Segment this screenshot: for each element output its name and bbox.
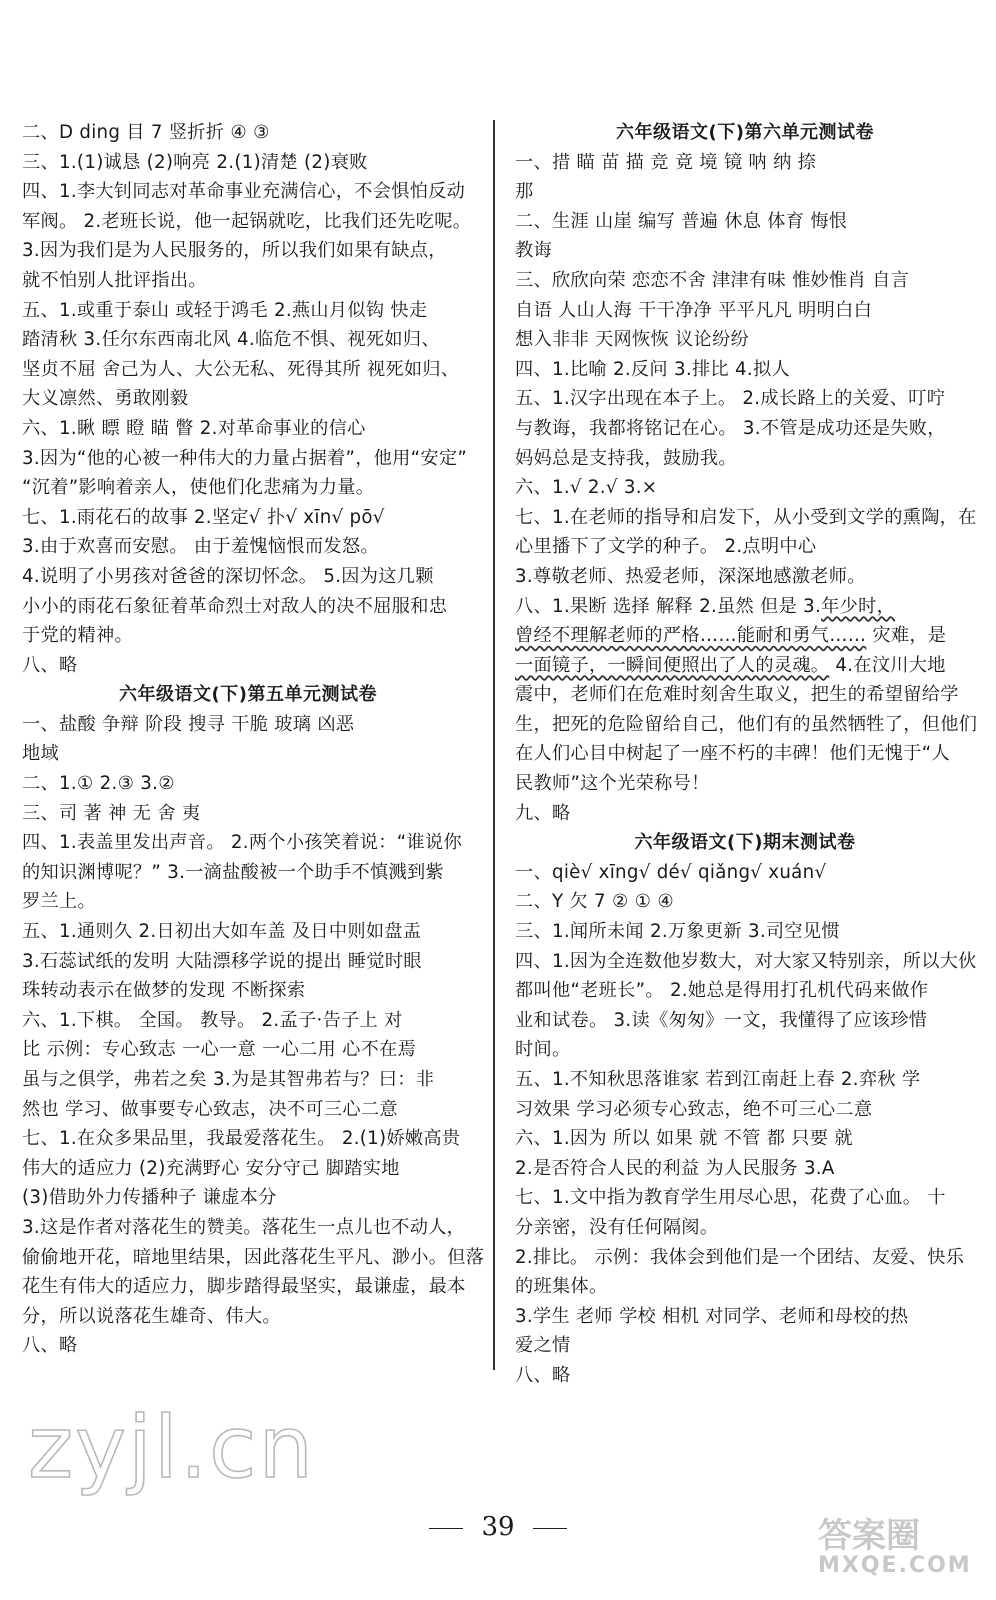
answer-line [515,207,975,237]
answer-text: 比 示例：专心致志 一心一意 一心二用 心不在焉 [22,1039,417,1061]
answer-text: 3.学生 老师 学校 相机 对同学、老师和母校的热 [515,1305,909,1327]
answer-line [22,1095,474,1125]
answer-text: 小小的雨花石象征着革命烈士对敌人的决不屈服和忠 [22,595,448,617]
answer-text: 坚贞不屈 舍己为人、大公无私、死得其所 视死如归、 [22,358,460,380]
answer-line [515,1302,975,1332]
section-title [515,118,975,148]
column-divider [493,120,495,1370]
answer-text: 六、1.√ 2.√ 3.× [515,477,658,499]
answer-text: 一、措 瞄 苗 描 竞 竟 境 镜 呐 纳 捺 [515,151,817,173]
answer-text: 3.石蕊试纸的发明 大陆漂移学说的提出 睡觉时眼 [22,950,422,972]
answer-text: 3.因为“他的心被一种伟大的力量占据着”，他用“安定” [22,447,468,469]
answer-text: (3)借助外力传播种子 谦虚本分 [22,1187,277,1209]
answer-line [22,828,474,858]
answer-text: 五、1.不知秋思落谁家 若到江南赶上春 2.弈秋 学 [515,1069,921,1090]
answer-text: 九、略 [515,802,571,824]
answer-text: 罗兰上。 [22,891,96,913]
answer-line [22,118,474,148]
answer-line [22,1124,474,1154]
answer-text: 心里播下了文学的种子。 2.点明中心 [515,536,817,558]
section-title [515,828,975,858]
answer-line [515,799,975,829]
answer-line [22,473,474,503]
answer-line [515,917,975,947]
answer-line [515,947,975,977]
answer-line [515,1006,975,1036]
answer-text: 2.是否符合人民的利益 为人民服务 3.A [515,1157,835,1179]
answer-line [515,1243,975,1273]
answer-text: 花生有伟大的适应力，脚步踏得最坚实，最谦虚，最本 [22,1276,466,1298]
answer-line [515,592,975,622]
answer-line [515,532,975,562]
answer-line [515,503,975,533]
answer-line [22,177,474,207]
answer-line [515,858,975,888]
answer-line [22,651,474,681]
answer-line [22,858,474,888]
answer-line [515,384,975,414]
answer-text: 一、盐酸 争辩 阶段 搜寻 干脆 玻璃 凶恶 [22,713,355,735]
answer-text: 妈妈总是支持我，鼓励我。 [515,447,737,469]
right-column [515,118,978,1391]
answer-line [22,710,474,740]
page-number [0,1512,996,1542]
answer-text: 都叫他“老班长”。 2.她总是得用打孔机代码来做作 [515,980,929,1002]
answer-text: 分亲密，没有任何隔阂。 [515,1216,719,1238]
answer-line [22,799,474,829]
answer-line [515,266,975,296]
answer-line [22,1035,474,1065]
answer-text: 3.这是作者对落花生的赞美。落花生一点儿也不动人， [22,1216,466,1238]
answer-text: 五、1.或重于泰山 或轻于鸿毛 2.燕山月似钩 快走 [22,299,428,321]
answer-text: 六、1.瞅 瞟 瞪 瞄 瞥 2.对革命事业的信心 [22,417,366,439]
answer-line [515,414,975,444]
answer-text: 五、1.通则久 2.日初出大如车盖 及日中则如盘盂 [22,921,422,943]
answer-text: 习效果 学习必须专心致志，绝不可三心二意 [515,1098,873,1120]
left-column [22,118,485,1361]
answer-text: 七、1.在众多果品里，我最爱落花生。 2.(1)娇嫩高贵 [22,1128,461,1150]
answer-line [22,296,474,326]
answer-text: 想入非非 天网恢恢 议论纷纷 [515,329,750,351]
answer-text: 踏清秋 3.任尔东西南北风 4.临危不惧、视死如归、 [22,329,440,351]
answer-line [515,621,975,651]
answer-text: 四、1.表盖里发出声音。 2.两个小孩笑着说：“谁说你 [22,832,462,854]
answer-line [22,1302,474,1332]
answer-line [22,148,474,178]
page-number-dash-right [533,1528,567,1529]
answer-line [22,207,474,237]
answer-text: 六年级语文(下)期末测试卷 [634,832,856,854]
answer-line [22,355,474,385]
answer-text: 六年级语文(下)第五单元测试卷 [119,684,377,706]
answer-text: 八、1.果断 选择 解释 2.虽然 但是 3. [515,595,822,617]
answer-line [22,1154,474,1184]
answer-line [22,1331,474,1361]
answer-text: 军阀。 2.老班长说，他一起锅就吃，比我们还先吃呢。 [22,210,472,232]
answer-line [22,1006,474,1036]
answer-text: 八、略 [515,1364,571,1386]
answer-line [515,976,975,1006]
answer-line [22,384,474,414]
answer-text: 七、1.雨花石的故事 2.坚定√ 扑√ xīn√ pō√ [22,506,385,528]
wavy-underlined-text: 曾经不理解老师的严格……能耐和勇气…… [515,625,867,647]
answer-line [515,739,975,769]
answer-text: 的班集体。 [515,1276,608,1298]
answer-text: 3.由于欢喜而安慰。 由于羞愧恼恨而发怒。 [22,536,379,558]
answer-text: 七、1.在老师的指导和启发下，从小受到文学的熏陶，在 [515,506,977,528]
answer-text-after: 4.在汶川大地 [829,654,946,676]
answer-text: 生，把死的危险留给自己，他们有的虽然牺牲了，但他们 [515,713,978,735]
answer-line [22,503,474,533]
answer-text-after: 灾难，是 [866,625,947,647]
answer-text: 自语 人山人海 干干净净 平平凡凡 明明白白 [515,299,873,321]
answer-text: 震中，老师们在危难时刻舍生取义，把生的希望留给学 [515,684,959,706]
answer-text: 八、略 [22,654,78,676]
answer-line [22,976,474,1006]
answer-text: 偷偷地开花，暗地里结果，因此落花生平凡、渺小。但落 [22,1246,485,1268]
answer-line [22,1213,474,1243]
answer-text: 三、1.闻所未闻 2.万象更新 3.司空见惯 [515,921,840,943]
answer-line [515,1095,975,1125]
answer-line [515,651,975,681]
answer-text: 伟大的适应力 (2)充满野心 安分守己 脚踏实地 [22,1157,400,1179]
answer-line [22,887,474,917]
answer-line [515,1035,975,1065]
answer-line [22,562,474,592]
answer-text: 三、司 著 神 无 舍 夷 [22,802,201,824]
answer-line [22,414,474,444]
answer-line [515,355,975,385]
answer-line [22,444,474,474]
answer-line [515,177,975,207]
answer-line [22,1243,485,1273]
answer-line [515,1124,975,1154]
answer-text: 2.排比。 示例：我体会到他们是一个团结、友爱、快乐 [515,1246,965,1268]
answer-line [22,266,474,296]
answer-text: 三、1.(1)诚恳 (2)响亮 2.(1)清楚 (2)衰败 [22,151,368,173]
answer-text: 六年级语文(下)第六单元测试卷 [616,122,874,143]
answer-line [515,1213,975,1243]
answer-text: 二、D ding 目 7 竖折折 ④ ③ [22,122,270,143]
answer-text: 于党的精神。 [22,625,133,647]
answer-line [515,769,975,799]
watermark-mxqe-top: 答案圈 [818,1516,920,1556]
answer-text: 珠转动表示在做梦的发现 不断探索 [22,980,306,1002]
answer-line [22,532,474,562]
answer-line [515,887,975,917]
wavy-underlined-text: 年少时， [821,595,896,617]
answer-line [22,1183,474,1213]
answer-text: 四、1.李大钊同志对革命事业充满信心，不会惧怕反动 [22,181,466,203]
answer-line [515,680,975,710]
answer-text: 的知识渊博呢？” 3.一滴盐酸被一个助手不慎溅到紫 [22,861,444,883]
page-number-value: 39 [481,1512,515,1542]
answer-text: 六、1.因为 所以 如果 就 不管 都 只要 就 [515,1128,853,1150]
answer-line [515,1331,975,1361]
answer-line [515,473,975,503]
answer-text: 时间。 [515,1039,571,1061]
answer-line [22,236,474,266]
answer-line [22,621,474,651]
page-number-dash-left [429,1528,463,1529]
answer-text: 教诲 [515,240,552,262]
answer-text: 4.说明了小男孩对爸爸的深切怀念。 5.因为这几颗 [22,565,434,587]
wavy-underlined-text: 一面镜子，一瞬间便照出了人的灵魂。 [515,654,830,676]
answer-text: 然也 学习、做事要专心致志，决不可三心二意 [22,1098,398,1120]
watermark-zyjl: zyjl.cn [28,1398,315,1498]
answer-text: 就不怕别人批评指出。 [22,269,207,291]
answer-line [515,1154,975,1184]
answer-text: 民教师”这个光荣称号！ [515,773,710,795]
answer-line [22,325,474,355]
answer-text: 五、1.汉字出现在本子上。 2.成长路上的关爱、叮咛 [515,388,946,410]
answer-text: 三、欣欣向荣 恋恋不舍 津津有味 惟妙惟肖 自言 [515,269,910,291]
answer-text: 与教诲，我都将铭记在心。 3.不管是成功还是失败， [515,417,946,439]
answer-line [22,592,474,622]
answer-line [22,917,474,947]
answer-line [515,296,975,326]
answer-line [515,1272,975,1302]
answer-line [515,1065,975,1095]
answer-text: 3.尊敬老师、热爱老师，深深地感激老师。 [515,565,866,587]
watermark-mxqe-bottom: MXQE.COM [818,1553,972,1578]
answer-text: 分，所以说落花生雄奇、伟大。 [22,1305,281,1327]
answer-text: 3.因为我们是为人民服务的，所以我们如果有缺点， [22,240,447,262]
answer-text: “沉着”影响着亲人，使他们化悲痛为力量。 [22,477,375,499]
answer-text: 地域 [22,743,59,765]
answer-line [22,1272,474,1302]
answer-line [22,769,474,799]
answer-text: 二、1.① 2.③ 3.② [22,773,175,795]
answer-text: 二、Y 欠 7 ② ① ④ [515,891,674,913]
answer-line [515,444,975,474]
section-title [22,680,474,710]
answer-text: 七、1.文中指为教育学生用尽心思，花费了心血。 十 [515,1187,946,1209]
answer-line [22,947,474,977]
answer-text: 八、略 [22,1335,78,1357]
answer-line [515,236,975,266]
answer-text: 虽与之俱学，弗若之矣 3.为是其智弗若与？曰：非 [22,1069,435,1090]
answer-line [515,562,975,592]
answer-text: 二、生涯 山崖 编写 普遍 休息 体育 悔恨 [515,210,848,232]
answer-line [515,148,975,178]
answer-line [515,1361,975,1391]
answer-line [515,325,975,355]
answer-text: 一、qiè√ xīng√ dé√ qiǎng√ xuán√ [515,861,827,883]
answer-text: 六、1.下棋。 全国。 教导。 2.孟子·告子上 对 [22,1009,403,1031]
answer-text: 爱之情 [515,1335,571,1357]
answer-line [22,739,474,769]
answer-text: 四、1.因为全连数他岁数大，对大家又特别亲，所以大伙 [515,950,977,972]
answer-text: 业和试卷。 3.读《匆匆》一文，我懂得了应该珍惜 [515,1009,928,1031]
answer-line [22,1065,474,1095]
answer-text: 在人们心目中树起了一座不朽的丰碑！他们无愧于“人 [515,743,950,765]
answer-line [515,1183,975,1213]
answer-text: 大义凛然、勇敢刚毅 [22,388,189,410]
answer-line [515,710,978,740]
answer-text: 那 [515,181,534,203]
answer-text: 四、1.比喻 2.反问 3.排比 4.拟人 [515,358,790,380]
